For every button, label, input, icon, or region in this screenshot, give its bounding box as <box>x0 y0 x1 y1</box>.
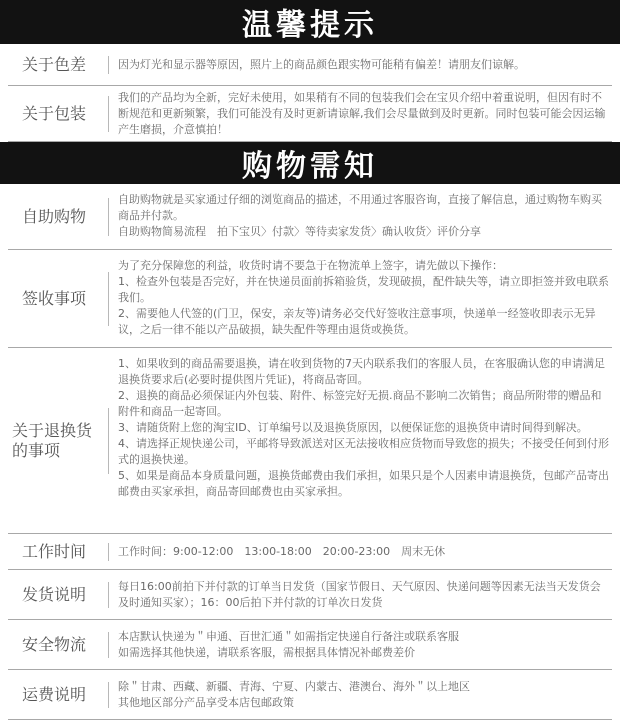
separator <box>108 408 109 474</box>
text-line: 除＂甘肃、西藏、新疆、青海、宁夏、内蒙古、港澳台、海外＂以上地区 <box>118 680 470 693</box>
text-line: 工作时间：9:00-12:00 13:00-18:00 20:00-23:00 周末无休 <box>118 545 446 558</box>
section-color-label: 关于色差 <box>21 55 86 74</box>
separator <box>108 543 109 561</box>
text-line: 自助购物简易流程 拍下宝贝〉付款〉等待卖家发货〉确认收货〉评价分享 <box>118 225 481 238</box>
section-logistics-text <box>118 629 610 661</box>
section-delivery-label: 发货说明 <box>21 585 86 604</box>
text-line: 每日16:00前拍下并付款的订单当日发货（国家节假日、天气原因、快递问题等因素无法当天发货会及时通知买家）；16：00后拍下并付款的订单次日发货 <box>118 580 601 609</box>
section-color <box>0 44 620 86</box>
section-shipping-fee-label: 运费说明 <box>21 685 86 704</box>
section-hours <box>0 534 620 570</box>
text-line: 1、检查外包装是否完好，并在快递员面前拆箱验货，发现破损，配件缺失等，请立即拒签并致电联系我们。 <box>118 275 609 304</box>
section-returns <box>0 348 620 534</box>
shopping-banner-title: 购物需知 <box>242 149 378 184</box>
text-line: 如需选择其他快递，请联系客服，需根据具体情况补邮费差价 <box>118 646 415 659</box>
section-returns-label: 关于退换货的事项 <box>12 421 93 460</box>
section-hours-text <box>118 544 610 560</box>
tip-banner-title: 温馨提示 <box>242 8 378 43</box>
section-delivery-text <box>118 579 610 611</box>
text-line: 自助购物就是买家通过仔细的浏览商品的描述，不用通过客服咨询，直接了解信息，通过购物车购买商品并付款。 <box>118 193 602 222</box>
separator <box>108 56 109 74</box>
section-shipping-fee-text <box>118 679 610 711</box>
section-packaging <box>0 86 620 142</box>
text-line: 为了充分保障您的利益，收货时请不要急于在物流单上签字，请先做以下操作： <box>118 259 503 272</box>
text-line: 我们的产品均为全新，完好未使用，如果稍有不同的包装我们会在宝贝介绍中着重说明，但因有时不断规范和更新频繁，我们可能没有及时更新请谅解,我们会尽量做到及时更新。同时包装可能会因运输产生磨损，介意慎拍！ <box>118 91 606 136</box>
text-line: 1、如果收到的商品需要退换，请在收到货物的7天内联系我们的客服人员，在客服确认您的申请满足退换货要求后(必要时提供图片凭证)，将商品寄回。 <box>118 357 605 386</box>
section-logistics-label: 安全物流 <box>21 635 86 654</box>
section-logistics <box>0 620 620 670</box>
tip-banner <box>0 0 620 44</box>
section-returns-text <box>118 356 610 500</box>
text-line: 其他地区部分产品享受本店包邮政策 <box>118 696 294 709</box>
separator <box>108 632 109 658</box>
section-hours-label: 工作时间 <box>21 542 86 561</box>
section-sign-text <box>118 258 610 338</box>
separator <box>108 682 109 708</box>
separator <box>108 198 109 236</box>
text-line: 3、请随货附上您的淘宝ID、订单编号以及退换货原因，以便保证您的退换货申请时间得到解决。 <box>118 421 588 434</box>
text-line: 2、需要他人代签的(门卫，保安，亲友等)请务必交代好签收注意事项，快递单一经签收即表示无异议，之后一律不能以产品破损，缺失配件等理由退货或换货。 <box>118 307 596 336</box>
text-line: 2、退换的商品必须保证内外包装、附件、标签完好无损.商品不影响二次销售；商品所附带的赠品和附件和商品一起寄回。 <box>118 389 602 418</box>
section-color-text <box>118 57 610 73</box>
separator <box>108 96 109 132</box>
section-sign-label: 签收事项 <box>21 289 86 308</box>
text-line: 因为灯光和显示器等原因，照片上的商品颜色跟实物可能稍有偏差！请朋友们谅解。 <box>118 58 525 71</box>
text-line: 本店默认快递为＂申通、百世汇通＂如需指定快递自行备注或联系客服 <box>118 630 459 643</box>
section-shipping-fee <box>0 670 620 720</box>
text-line: 4、请选择正规快递公司，平邮将导致派送对区无法接收相应货物而导致您的损失；不接受任何到付形式的退换快递。 <box>118 437 609 466</box>
text-line: 5、如果是商品本身质量问题，退换货邮费由我们承担，如果只是个人因素申请退换货，包邮产品寄出邮费由买家承担，商品寄回邮费也由买家承担。 <box>118 469 609 498</box>
separator <box>108 272 109 326</box>
shopping-banner <box>0 142 620 184</box>
section-self-service-text <box>118 192 610 240</box>
section-delivery <box>0 570 620 620</box>
section-packaging-text <box>118 90 610 138</box>
separator <box>108 582 109 608</box>
section-sign <box>0 250 620 348</box>
section-self-service <box>0 184 620 250</box>
section-self-service-label: 自助购物 <box>21 207 86 226</box>
section-packaging-label: 关于包装 <box>21 104 86 123</box>
